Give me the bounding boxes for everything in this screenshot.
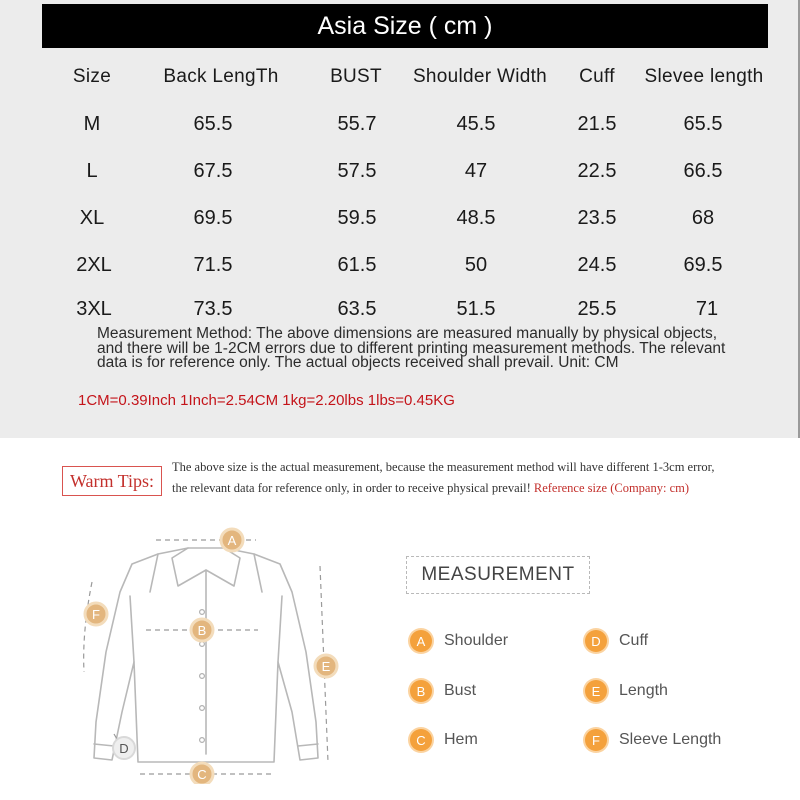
cell-shoulder: 48.5 <box>456 207 496 229</box>
marker-d-letter: D <box>119 741 129 756</box>
legend-sleeve-length <box>585 727 721 753</box>
marker-d <box>113 737 135 759</box>
marker-b-letter: B <box>197 623 207 638</box>
marker-e-letter: E <box>321 659 331 674</box>
legend-hem <box>410 727 478 753</box>
legend-cuff <box>585 628 648 654</box>
measurement-title: MEASUREMENT <box>406 556 590 594</box>
cell-sleeve: 69.5 <box>683 254 723 276</box>
cell-bust: 59.5 <box>337 207 377 229</box>
table-row <box>0 160 800 200</box>
header-cuff: Cuff <box>579 66 615 87</box>
size-chart-title: Asia Size ( cm ) <box>42 4 768 48</box>
warm-tips-line-2-text: the relevant data for reference only, in order to receive physical prevail! <box>172 481 531 495</box>
cell-sleeve: 71 <box>695 298 719 320</box>
cell-back-length: 71.5 <box>193 254 233 276</box>
cell-bust: 63.5 <box>337 298 377 320</box>
header-sleeve: Slevee length <box>644 66 764 87</box>
marker-f <box>85 603 107 625</box>
cell-back-length: 73.5 <box>193 298 233 320</box>
cell-cuff: 25.5 <box>577 298 617 320</box>
cell-cuff: 22.5 <box>577 160 617 182</box>
cell-size: L <box>86 160 98 182</box>
cell-shoulder: 45.5 <box>456 113 496 135</box>
cell-sleeve: 68 <box>691 207 715 229</box>
legend-badge-f: F <box>585 729 607 751</box>
header-shoulder: Shoulder Width <box>412 66 548 87</box>
table-row <box>0 113 800 153</box>
cell-bust: 61.5 <box>337 254 377 276</box>
warm-tips-label: Warm Tips: <box>62 466 162 496</box>
cell-size: XL <box>79 207 105 229</box>
legend-label: Cuff <box>619 632 649 649</box>
unit-conversion-text: 1CM=0.39Inch 1Inch=2.54CM 1kg=2.20lbs 1lbs=0.45KG <box>78 392 455 409</box>
legend-badge-c: C <box>410 729 432 751</box>
cell-size: 3XL <box>76 298 112 320</box>
legend-shoulder <box>410 628 508 654</box>
header-size: Size <box>72 66 112 87</box>
legend-badge-e: E <box>585 680 607 702</box>
legend-badge-b: B <box>410 680 432 702</box>
cell-back-length: 65.5 <box>193 113 233 135</box>
legend-label: Sleeve Length <box>619 731 722 748</box>
measurement-method-note: Measurement Method: The above dimensions are measured manually by physical objects, and there will be 1-2CM errors due to different printing measurement methods. The relevant data is for reference only. The actual objects received shall prevail. Unit: CM <box>97 325 726 371</box>
cell-shoulder: 51.5 <box>456 298 496 320</box>
cell-bust: 57.5 <box>337 160 377 182</box>
cell-bust: 55.7 <box>337 113 377 135</box>
header-back-length: Back LengTh <box>163 66 279 87</box>
marker-a <box>221 529 243 551</box>
legend-label: Length <box>619 682 668 699</box>
marker-c-letter: C <box>197 767 207 782</box>
header-bust: BUST <box>330 66 382 87</box>
cell-cuff: 21.5 <box>577 113 617 135</box>
legend-label: Shoulder <box>444 632 509 649</box>
legend-badge-d: D <box>585 630 607 652</box>
legend-length <box>585 678 668 704</box>
cell-cuff: 24.5 <box>577 254 617 276</box>
legend-label: Hem <box>444 731 478 748</box>
cell-back-length: 67.5 <box>193 160 233 182</box>
cell-size: 2XL <box>76 254 112 276</box>
cell-back-length: 69.5 <box>193 207 233 229</box>
cell-cuff: 23.5 <box>577 207 617 229</box>
marker-a-letter: A <box>227 533 237 548</box>
cell-size: M <box>83 113 101 135</box>
marker-e <box>315 655 337 677</box>
cell-shoulder: 50 <box>464 254 488 276</box>
marker-f-letter: F <box>92 607 100 622</box>
cell-sleeve: 66.5 <box>683 160 723 182</box>
table-row <box>0 254 800 294</box>
shirt-diagram <box>60 522 350 784</box>
measurement-guide-panel <box>0 438 800 800</box>
table-header-row <box>0 66 800 106</box>
warm-tips-line-2 <box>172 481 689 496</box>
legend-label: Bust <box>444 682 477 699</box>
marker-b <box>191 619 213 641</box>
cell-sleeve: 65.5 <box>683 113 723 135</box>
reference-size-note: Reference size (Company: cm) <box>533 481 689 495</box>
legend-bust <box>410 678 476 704</box>
table-row <box>0 207 800 247</box>
legend-badge-a: A <box>410 630 432 652</box>
cell-shoulder: 47 <box>464 160 488 182</box>
marker-c <box>191 763 213 784</box>
warm-tips-line-1: The above size is the actual measurement, because the measurement method will have different 1-3cm error, <box>172 460 715 474</box>
